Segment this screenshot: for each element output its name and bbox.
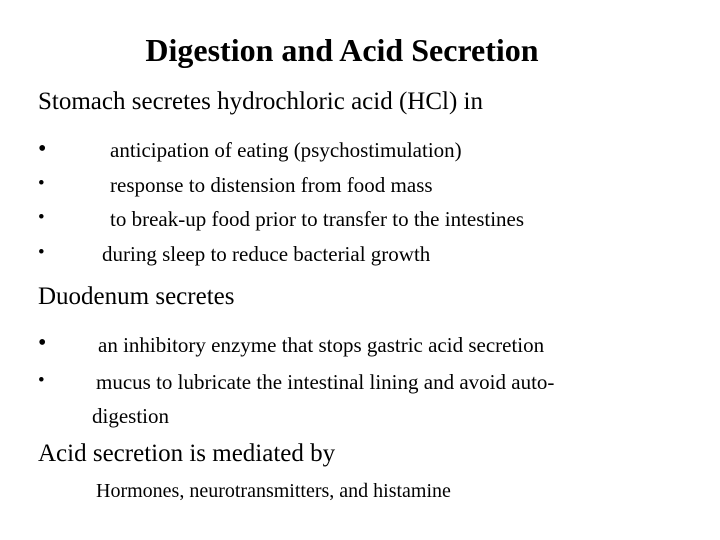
bullet-icon: • (38, 370, 45, 391)
stomach-bullet-1: anticipation of eating (psychostimulation) (110, 138, 462, 162)
stomach-bullet-4: during sleep to reduce bacterial growth (102, 242, 431, 266)
stomach-bullet-3: to break-up food prior to transfer to the intestines (110, 207, 525, 231)
slide-title: Digestion and Acid Secretion (145, 32, 539, 68)
duodenum-bullet-2: mucus to lubricate the intestinal lining and avoid auto- (96, 370, 555, 394)
duodenum-bullet-2-continuation: digestion (92, 404, 169, 428)
bullet-icon: • (38, 330, 47, 356)
stomach-heading: Stomach secretes hydrochloric acid (HCl) in (38, 88, 483, 115)
bullet-icon: • (38, 173, 45, 194)
acid-heading: Acid secretion is mediated by (38, 440, 336, 467)
bullet-icon: • (38, 242, 45, 263)
duodenum-heading: Duodenum secretes (38, 283, 235, 310)
acid-mediators-text: Hormones, neurotransmitters, and histamine (96, 480, 451, 502)
duodenum-bullet-1: an inhibitory enzyme that stops gastric acid secretion (98, 333, 545, 357)
stomach-bullet-2: response to distension from food mass (110, 173, 433, 197)
bullet-icon: • (38, 136, 47, 162)
bullet-icon: • (38, 207, 45, 228)
